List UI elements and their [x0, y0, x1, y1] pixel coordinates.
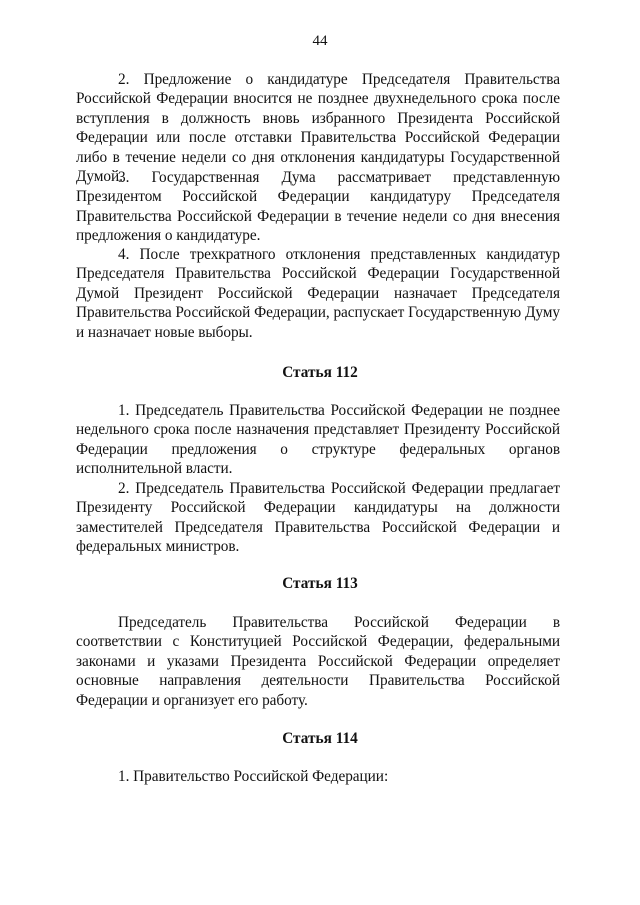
article-111-paragraph-2: 2. Предложение о кандидатуре Председателя Правительства Российской Федерации вносится не позднее двухнедельного срока после вступления в должность вновь избранного Президента Российской Федерации или после отставки Правительства Российской Федерации либо в течение недели со дня отклонения кандидатуры Государственной Думой.: [76, 71, 560, 186]
article-113-heading: Статья 113: [282, 575, 358, 592]
article-112-paragraph-2: 2. Председатель Правительства Российской Федерации предлагает Президенту Российской Федерации кандидатуры на должности заместителей Председателя Правительства Российской Федерации и федеральных министров.: [76, 480, 560, 556]
page-number: 44: [312, 33, 328, 49]
article-112-heading: Статья 112: [282, 364, 358, 381]
article-114-paragraph-1: 1. Правительство Российской Федерации:: [118, 768, 389, 785]
article-112-paragraph-1: 1. Председатель Правительства Российской Федерации не позднее недельного срока после назначения представляет Президенту Российской Федерации предложения о структуре федеральных органов исполнительной власти.: [76, 402, 560, 478]
article-111-paragraph-3: 3. Государственная Дума рассматривает представленную Президентом Российской Федерации кандидатуру Председателя Правительства Российской Федерации в течение недели со дня внесения предложения о кандидатуре.: [76, 169, 560, 245]
article-113-paragraph: Председатель Правительства Российской Федерации в соответствии с Конституцией Российской Федерации, федеральными законами и указами Президента Российской Федерации определяет основные направления деятельности Правительства Российской Федерации и организует его работу.: [76, 614, 560, 709]
article-114-heading: Статья 114: [282, 730, 358, 747]
article-111-paragraph-4: 4. После трехкратного отклонения представленных кандидатур Председателя Правительства Российской Федерации Государственной Думой Президент Российской Федерации назначает Председателя Правительства Российской Федерации, распускает Государственную Думу и назначает новые выборы.: [76, 246, 560, 341]
